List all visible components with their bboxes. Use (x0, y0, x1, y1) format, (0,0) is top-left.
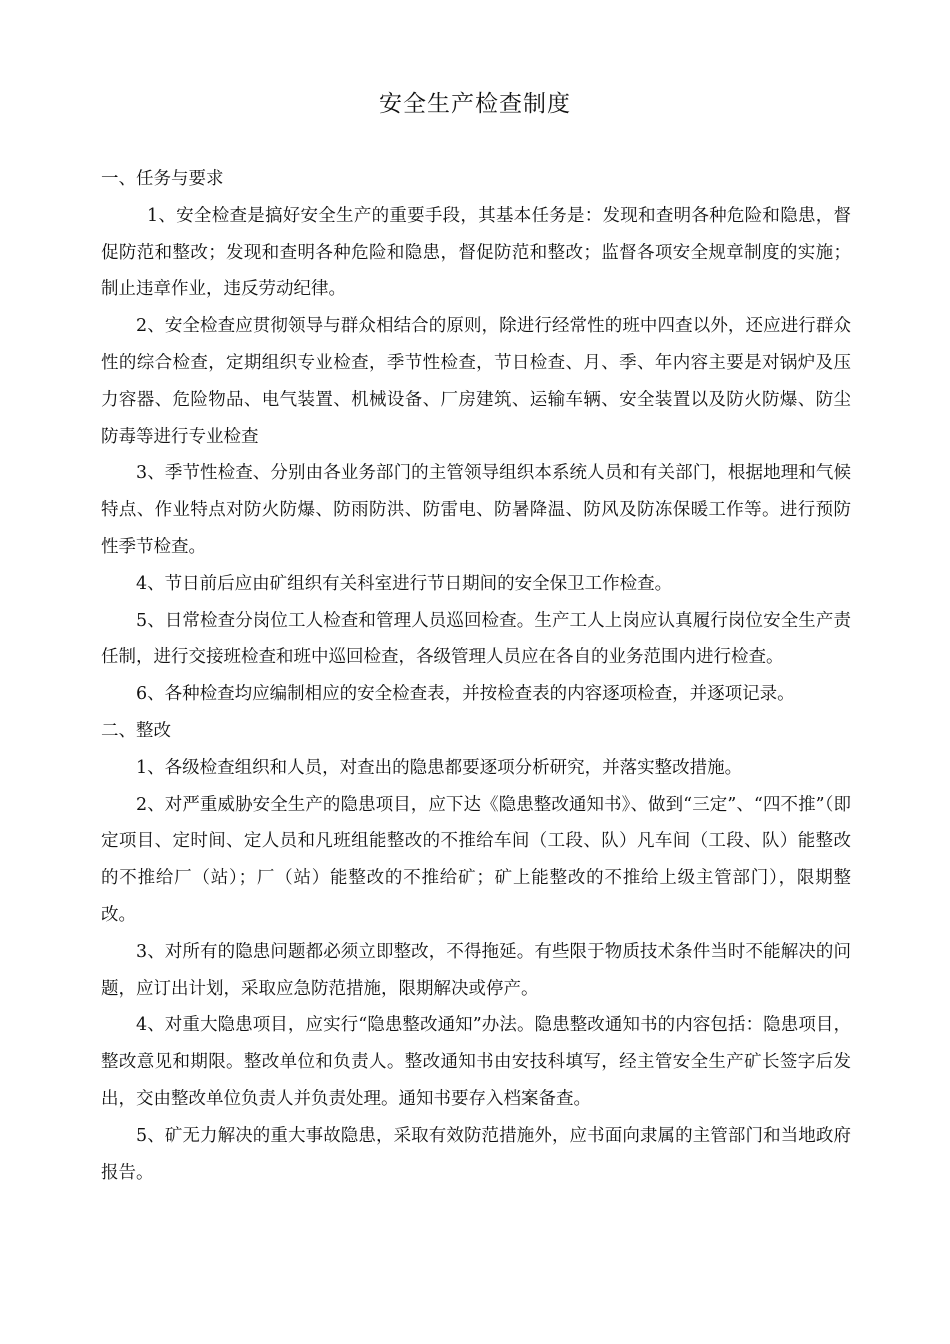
document-body (101, 161, 851, 1191)
section-rectification (101, 713, 851, 1191)
paragraph: 1、安全检查是搞好安全生产的重要手段，其基本任务是：发现和查明各种危险和隐患，督促防范和整改；发现和查明各种危险和隐患，督促防范和整改；监督各项安全规章制度的实施；制止违章作业，违反劳动纪律。 (101, 205, 851, 300)
paragraph: 5、矿无力解决的重大事故隐患，采取有效防范措施外，应书面向隶属的主管部门和当地政府报告。 (101, 1125, 851, 1183)
paragraph: 2、安全检查应贯彻领导与群众相结合的原则，除进行经常性的班中四查以外，还应进行群众性的综合检查，定期组织专业检查，季节性检查，节日检查、月、季、年内容主要是对锅炉及压力容器、危险物品、电气装置、机械设备、厂房建筑、运输车辆、安全装置以及防火防爆、防尘防毒等进行专业检查 (101, 316, 851, 447)
paragraph: 5、日常检查分岗位工人检查和管理人员巡回检查。生产工人上岗应认真履行岗位安全生产责任制，进行交接班检查和班中巡回检查，各级管理人员应在各自的业务范围内进行检查。 (101, 610, 851, 668)
section-heading: 二、整改 (101, 720, 171, 741)
paragraph: 2、对严重威胁安全生产的隐患项目，应下达《隐患整改通知书》、做到“三定”、“四不推”（即定项目、定时间、定人员和凡班组能整改的不推给车间（工段、队）凡车间（工段、队）能整改的不推给厂（站）；厂（站）能整改的不推给矿；矿上能整改的不推给上级主管部门），限期整改。 (101, 794, 851, 925)
paragraph: 1、各级检查组织和人员，对查出的隐患都要逐项分析研究，并落实整改措施。 (136, 757, 743, 778)
document-title: 安全生产检查制度 (379, 91, 571, 117)
paragraph: 4、对重大隐患项目，应实行“隐患整改通知”办法。隐患整改通知书的内容包括：隐患项目，整改意见和期限。整改单位和负责人。整改通知书由安技科填写，经主管安全生产矿长签字后发出，交由整改单位负责人并负责处理。通知书要存入档案备查。 (101, 1015, 851, 1109)
paragraph: 6、各种检查均应编制相应的安全检查表，并按检查表的内容逐项检查，并逐项记录。 (136, 684, 795, 705)
paragraph: 3、对所有的隐患问题都必须立即整改，不得拖延。有些限于物质技术条件当时不能解决的问题，应订出计划，采取应急防范措施，限期解决或停产。 (101, 941, 851, 999)
section-heading: 一、任务与要求 (101, 169, 224, 189)
paragraph: 3、季节性检查、分别由各业务部门的主管领导组织本系统人员和有关部门，根据地理和气候特点、作业特点对防火防爆、防雨防洪、防雷电、防暑降温、防风及防冻保暖工作等。进行预防性季节检查。 (101, 463, 851, 557)
paragraph: 4、节日前后应由矿组织有关科室进行节日期间的安全保卫工作检查。 (136, 573, 673, 594)
section-tasks (101, 161, 851, 713)
